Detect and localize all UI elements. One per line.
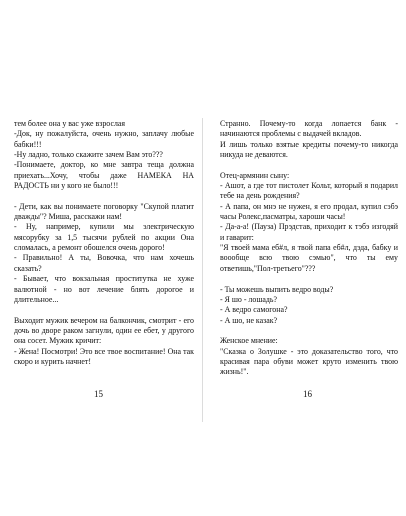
- paragraph: - Бывает, что вокзальная проститутка не хуже валютной - но вот лечение блять дорогое и длительное...: [14, 274, 194, 304]
- paragraph: - Я шо - лошадь?: [220, 294, 278, 304]
- paragraph: "Сказка о Золушке - это доказательство того, что красивая пара обуви может круто изменить твою жизнь!".: [220, 346, 398, 377]
- paragraph: - Да-а-а! (Пауза) Прэдстав, приходит к тэбэ изгодяй и гаварит:: [220, 222, 398, 242]
- paragraph: Женское мнение:: [220, 336, 278, 346]
- paragraph: "Я твоей мама еб#л, я твой папа еб#л, дэда, бабку и воообще всю твою сэмью", что ты ему ответишь,"Пол-третьего"???: [220, 243, 398, 273]
- page-number: 15: [94, 389, 103, 399]
- paragraph: И лишь только взятые кредиты почему-то никогда никуда не деваются.: [220, 139, 398, 160]
- right-page: [203, 0, 406, 516]
- paragraph: - Правильно! А ты, Вовочка, что нам хочешь сказать?: [14, 253, 194, 273]
- page-number: 16: [303, 389, 312, 399]
- paragraph: - Ну, например, купили мы электрическую мясорубку за 1,5 тысячи рублей по акции Она сломалась, а ремонт обошелся очень дорого!: [14, 222, 194, 253]
- paragraph: -Понимаете, доктор, ко мне завтра теща должна приехать...Хочу, чтобы даже НАМЕКА НА РАДОСТЬ ни у кого не было!!!: [14, 160, 194, 191]
- paragraph: - Дети, как вы понимаете поговорку "Скупой платит дважды"? Миша, расскажи нам!: [14, 201, 194, 222]
- paragraph: - А шо, не казак?: [220, 315, 278, 325]
- paragraph: Странно. Почему-то когда лопается банк - начинаются проблемы с выдачей вкладов.: [220, 119, 398, 139]
- paragraph: -Док, ну пожалуйста, очень нужно, заплачу любые бабки!!!: [14, 129, 194, 149]
- paragraph: -Ну ладно, только скажите зачем Вам это???: [14, 150, 163, 160]
- paragraph: - А папа, он мнэ не нужен, я его продал, купил сэбэ часы Ролекс,пасматры, хароши часы!: [220, 201, 398, 222]
- paragraph: - Ты можешь выпить ведро воды?: [220, 284, 334, 294]
- paragraph: - Жена! Посмотри! Это все твое воспитание! Она так скоро и курить начнет!: [14, 346, 194, 366]
- paragraph: - Ашот, а где тот пистолет Кольт, который я подарил тебе на день рождения?: [220, 181, 398, 201]
- paragraph: Отец-армянин сыну:: [220, 170, 290, 180]
- paragraph: - А ведро самогона?: [220, 305, 288, 315]
- right-page-text: [220, 119, 398, 378]
- paragraph: Выходит мужик вечером на балкончик, смотрит - его дочь во дворе раком загнули, один ее ебет, у другого она сосет. Мужик кричит:: [14, 315, 194, 346]
- paragraph: тем более она у вас уже взрослая: [14, 119, 126, 128]
- left-page-text: [14, 119, 194, 367]
